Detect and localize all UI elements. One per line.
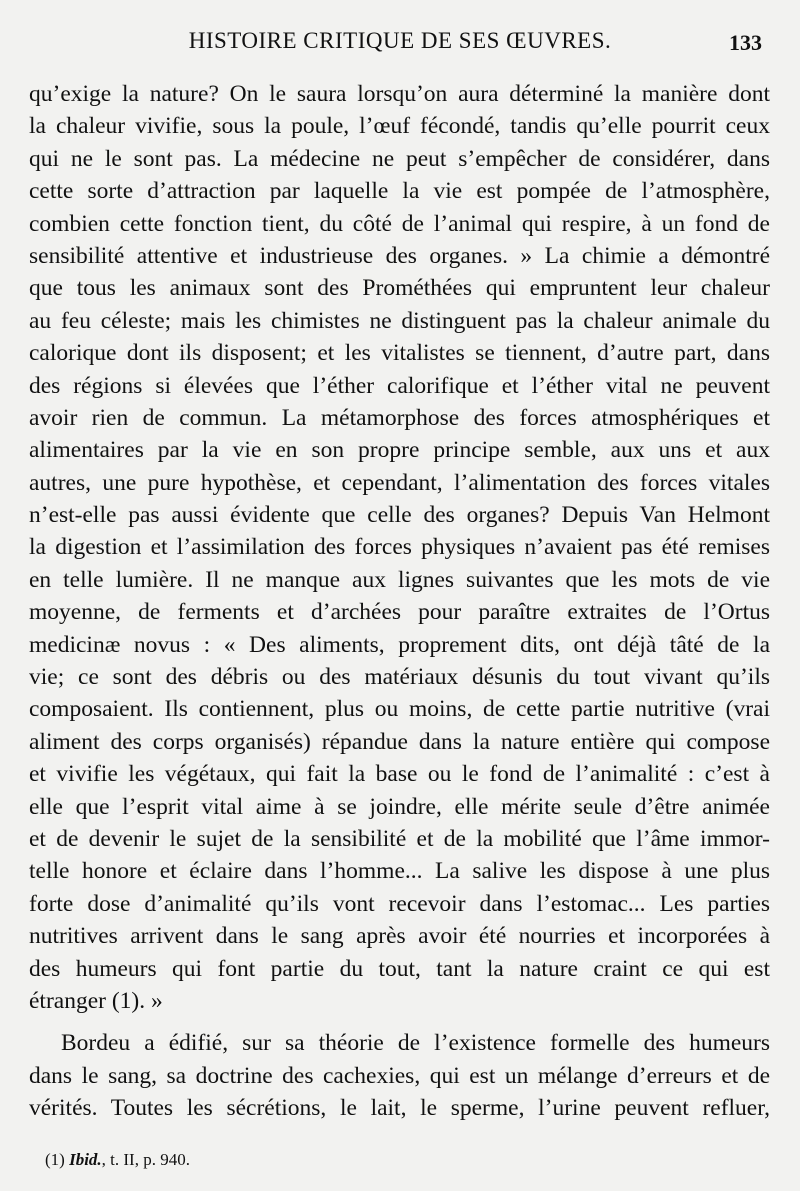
text-line: que tous les animaux sont des Prométhées qui empruntent leur chaleur: [29, 275, 770, 302]
text-line: composaient. Ils contiennent, plus ou moins, de cette partie nutritive (vrai: [29, 696, 770, 723]
text-line: cette sorte d’attraction par laquelle la vie est pompée de l’atmosphère,: [29, 178, 770, 205]
footnote-ref: Ibid.: [69, 1150, 102, 1169]
paragraph-gap: [29, 1017, 770, 1027]
text-line: nutritives arrivent dans le sang après avoir été nourries et incorporées à: [29, 923, 770, 950]
text-line: la chaleur vivifie, sous la poule, l’œuf fécondé, tandis qu’elle pourrit ceux: [29, 113, 770, 140]
text-line: qu’exige la nature? On le saura lorsqu’on aura déterminé la manière dont: [29, 81, 770, 107]
page-number: 133: [729, 30, 762, 55]
text-line: au feu céleste; mais les chimistes ne distinguent pas la chaleur animale du: [29, 307, 770, 334]
text-line: forte dose d’animalité qu’ils vont recevoir dans l’estomac... Les parties: [29, 890, 770, 917]
body-text: [29, 78, 770, 1125]
text-line: en telle lumière. Il ne manque aux lignes suivantes que les mots de vie: [29, 566, 770, 593]
text-line: des régions si élevées que l’éther calorifique et l’éther vital ne peuvent: [29, 372, 770, 399]
text-line: qui ne le sont pas. La médecine ne peut s’empêcher de considérer, dans: [29, 145, 770, 172]
text-line: elle que l’esprit vital aime à se joindre, elle mérite seule d’être animée: [29, 793, 770, 820]
text-line: sensibilité attentive et industrieuse des organes. » La chimie a démontré: [29, 242, 770, 269]
text-line: calorique dont ils disposent; et les vitalistes se tiennent, d’autre part, dans: [29, 340, 770, 367]
footnote: [45, 1150, 190, 1170]
text-line: n’est-elle pas aussi évidente que celle des organes? Depuis Van Helmont: [29, 502, 770, 529]
text-line: telle honore et éclaire dans l’homme... La salive les dispose à une plus: [29, 858, 770, 885]
text-line: vérités. Toutes les sécrétions, le lait, le sperme, l’urine peuvent refluer,: [29, 1095, 770, 1122]
text-line: étranger (1). »: [29, 987, 163, 1014]
footnote-rest: , t. II, p. 940.: [101, 1150, 190, 1169]
text-line: des humeurs qui font partie du tout, tant la nature craint ce qui est: [29, 955, 770, 982]
text-line: Bordeu a édifié, sur sa théorie de l’existence formelle des humeurs: [61, 1030, 770, 1057]
text-line: dans le sang, sa doctrine des cachexies, qui est un mélange d’erreurs et de: [29, 1062, 770, 1089]
text-line: et de devenir le sujet de la sensibilité et de la mobilité que l’âme immor-: [29, 825, 770, 852]
text-line: aliment des corps organisés) répandue dans la nature entière qui compose: [29, 728, 770, 755]
text-line: combien cette fonction tient, du côté de l’animal qui respire, à un fond de: [29, 210, 770, 237]
text-line: moyenne, de ferments et d’archées pour paraître extraites de l’Ortus: [29, 599, 770, 626]
text-line: avoir rien de commun. La métamorphose des forces atmosphériques et: [29, 404, 770, 431]
text-line: la digestion et l’assimilation des forces physiques n’avaient pas été remises: [29, 534, 770, 561]
text-line: autres, une pure hypothèse, et cependant, l’alimentation des forces vitales: [29, 469, 770, 496]
text-line: medicinæ novus : « Des aliments, proprement dits, ont déjà tâté de la: [29, 631, 770, 658]
running-head: HISTOIRE CRITIQUE DE SES ŒUVRES.: [188, 28, 612, 53]
page-header: [30, 22, 770, 58]
text-line: alimentaires par la vie en son propre principe semble, aux uns et aux: [29, 437, 770, 464]
footnote-marker: (1): [45, 1150, 65, 1169]
text-line: vie; ce sont des débris ou des matériaux désunis du tout vivant qu’ils: [29, 664, 770, 691]
text-line: et vivifie les végétaux, qui fait la base ou le fond de l’animalité : c’est à: [29, 761, 770, 788]
